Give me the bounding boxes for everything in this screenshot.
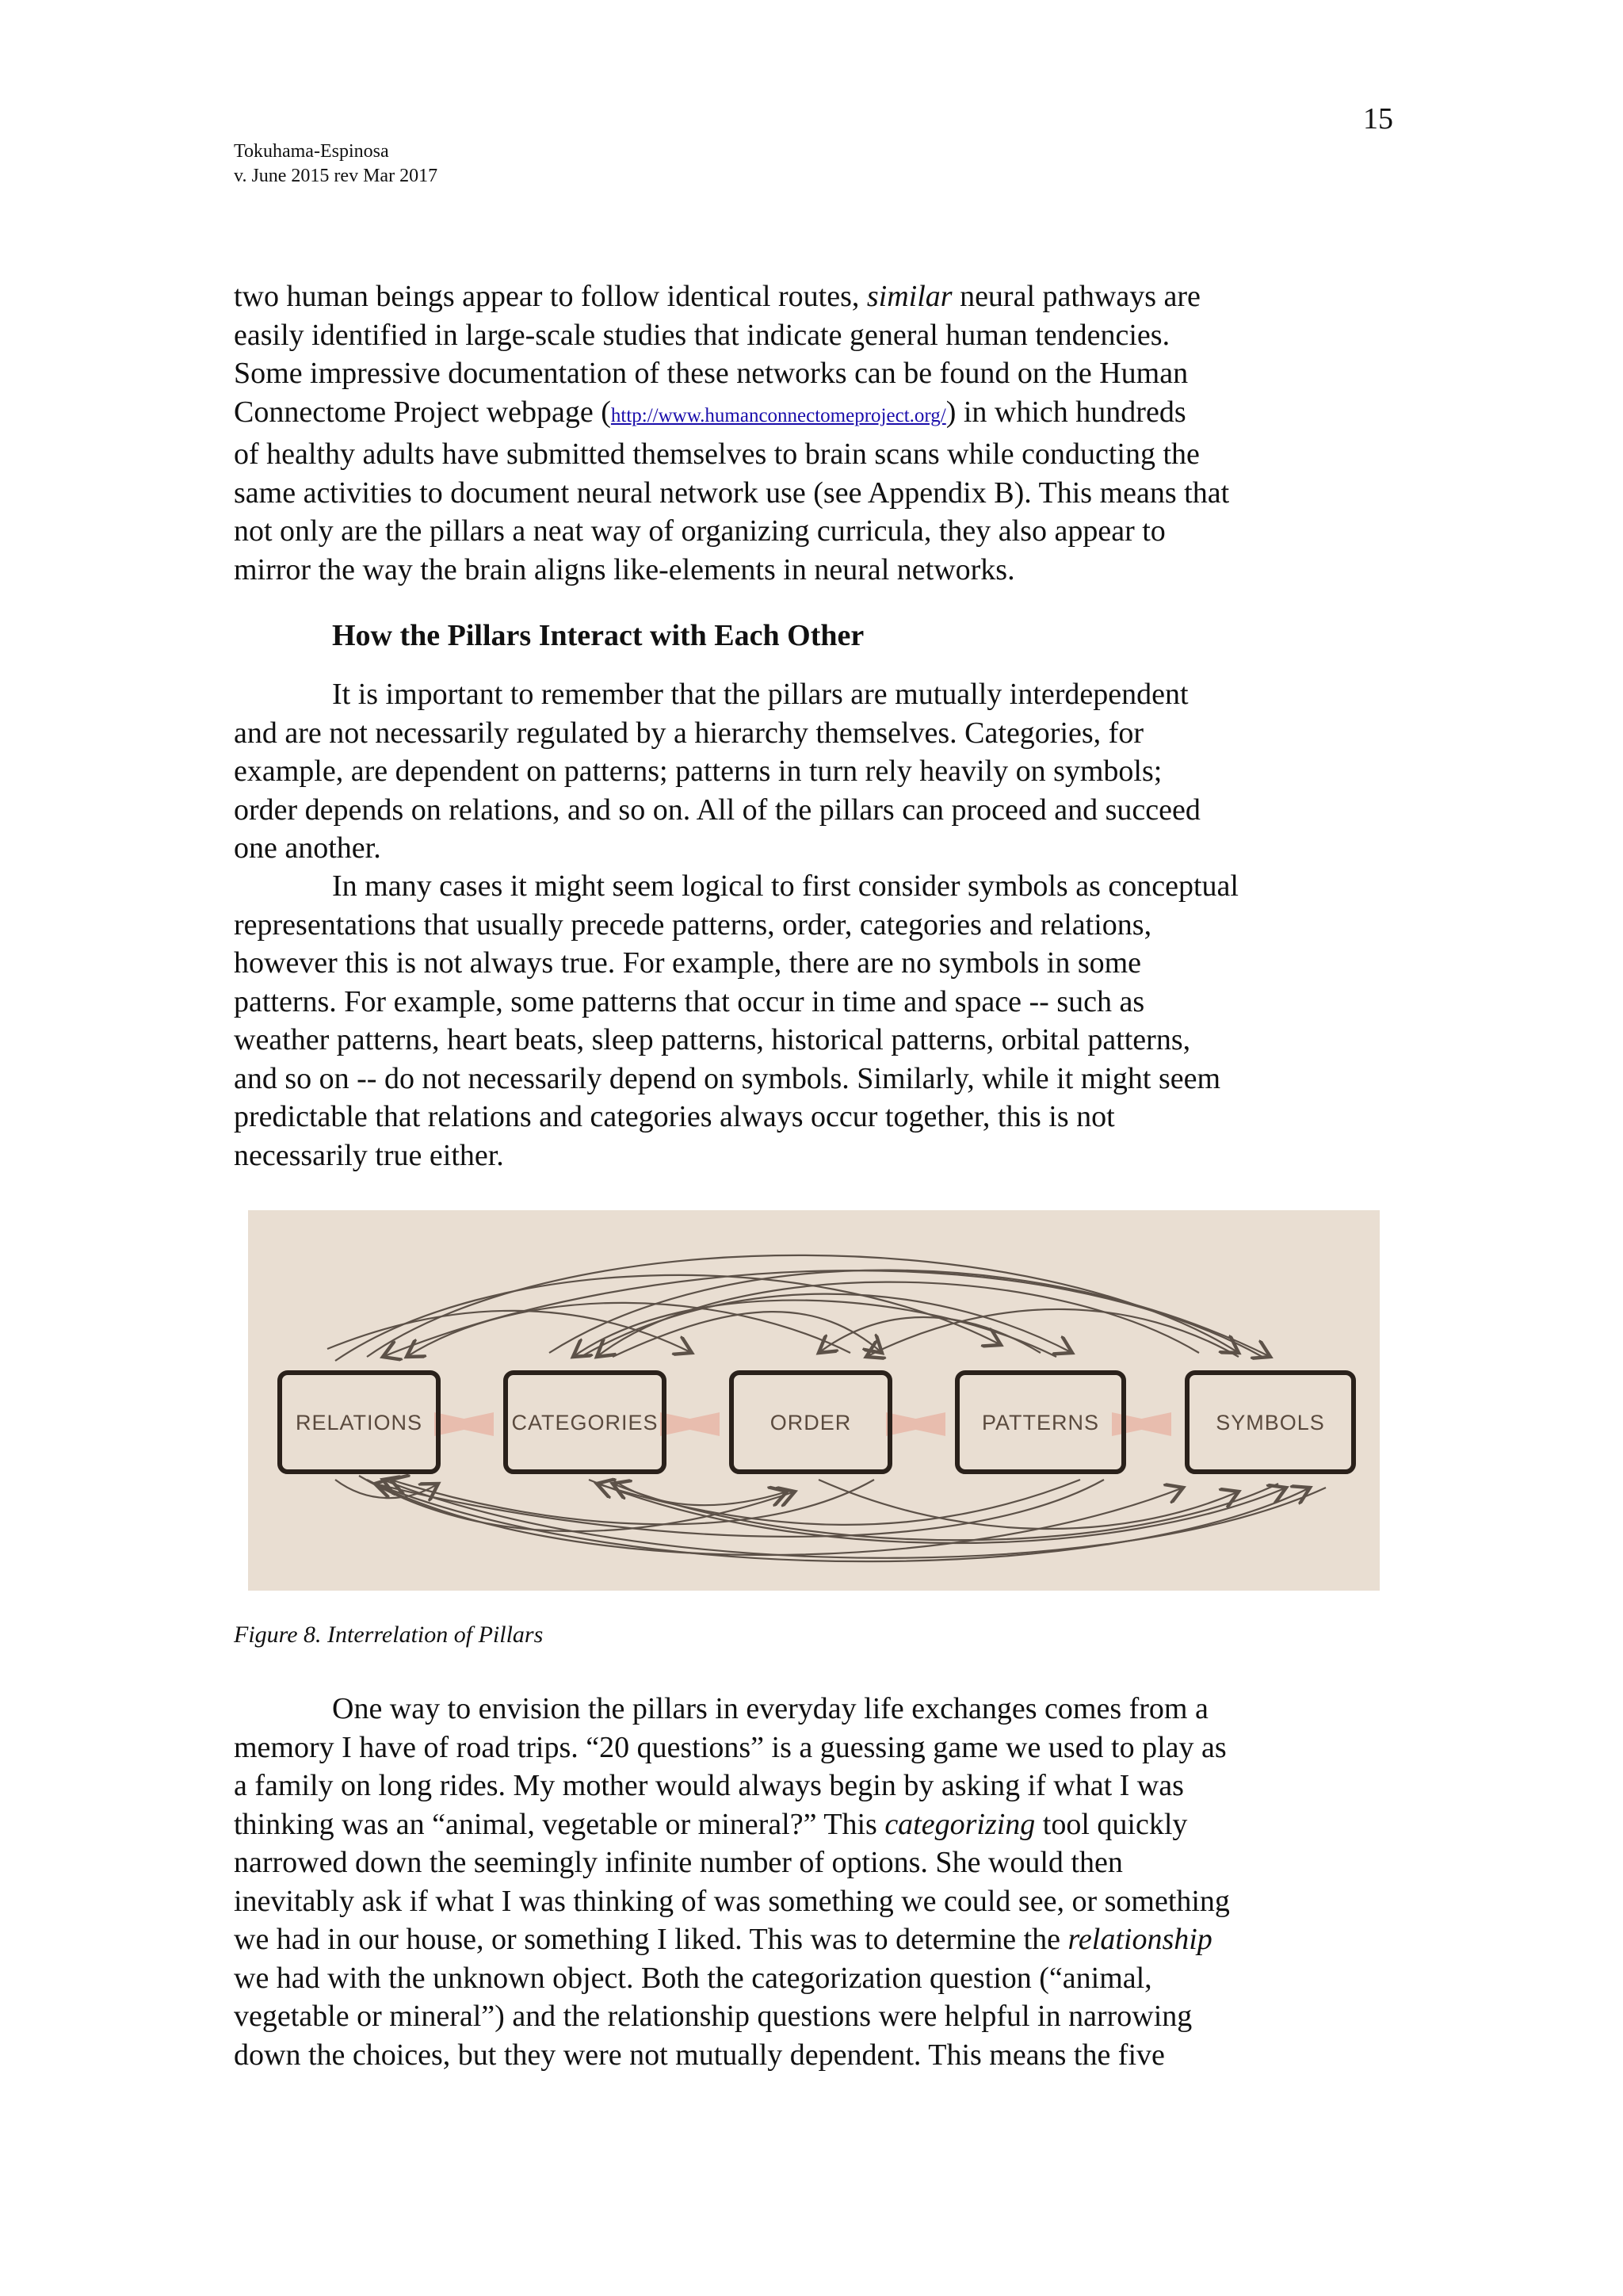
text-run: thinking was an “animal, vegetable or mineral?” This [234, 1807, 885, 1841]
paragraph-4 [234, 1690, 1399, 2074]
text-line: down the choices, but they were not mutually dependent. This means the five [234, 2038, 1165, 2072]
section-heading: How the Pillars Interact with Each Other [332, 619, 865, 652]
lower-arcs [335, 1476, 1326, 1561]
text-line: example, are dependent on patterns; patterns in turn rely heavily on symbols; [234, 755, 1163, 788]
text-line: and so on -- do not necessarily depend on symbols. Similarly, while it might seem [234, 1061, 1221, 1095]
text-run: ) in which hundreds [945, 395, 1186, 429]
text-run: Connectome Project webpage ( [234, 395, 611, 429]
text-run: neural pathways are [952, 280, 1201, 313]
text-line: necessarily true either. [234, 1138, 504, 1172]
box-label-patterns: PATTERNS [981, 1411, 1100, 1435]
text-line [234, 393, 1399, 436]
text-line: not only are the pillars a neat way of organizing curricula, they also appear to [234, 514, 1166, 548]
text-line: narrowed down the seemingly infinite number of options. She would then [234, 1846, 1123, 1879]
text-line: It is important to remember that the pillars are mutually interdependent [332, 678, 1189, 711]
paragraph-3 [234, 867, 1399, 1175]
paragraph-1 [234, 277, 1399, 589]
text-line: a family on long rides. My mother would always begin by asking if what I was [234, 1769, 1184, 1802]
text-line [234, 1920, 1399, 1959]
text-line [234, 277, 1399, 316]
text-line: One way to envision the pillars in everyday life exchanges comes from a [332, 1692, 1209, 1725]
text-line: weather patterns, heart beats, sleep patterns, historical patterns, orbital patterns, [234, 1023, 1191, 1056]
text-line: vegetable or mineral”) and the relationship questions were helpful in narrowing [234, 2000, 1193, 2033]
text-run: we had in our house, or something I liked. This was to determine the [234, 1923, 1068, 1956]
text-run: tool quickly [1035, 1807, 1188, 1841]
pillars-figure [248, 1210, 1380, 1591]
header-author: Tokuhama-Espinosa [234, 141, 389, 162]
box-label-order: ORDER [769, 1411, 852, 1435]
text-line: patterns. For example, some patterns that occur in time and space -- such as [234, 984, 1145, 1018]
text-line: inevitably ask if what I was thinking of was something we could see, or something [234, 1884, 1230, 1918]
box-label-relations: RELATIONS [295, 1411, 423, 1435]
emphasis: relationship [1067, 1923, 1212, 1956]
text-line: of healthy adults have submitted themselves to brain scans while conducting the [234, 437, 1200, 471]
text-line: In many cases it might seem logical to first consider symbols as conceptual [332, 869, 1239, 903]
text-line: representations that usually precede patterns, order, categories and relations, [234, 907, 1152, 942]
text-run: two human beings appear to follow identical routes, [234, 280, 867, 313]
text-line: order depends on relations, and so on. All of the pillars can proceed and succeed [234, 793, 1201, 827]
text-line: predictable that relations and categories always occur together, this is not [234, 1100, 1115, 1133]
text-line: and are not necessarily regulated by a hierarchy themselves. Categories, for [234, 716, 1144, 750]
box-label-symbols: SYMBOLS [1216, 1411, 1325, 1435]
figure-caption: Figure 8. Interrelation of Pillars [234, 1622, 544, 1648]
text-line: memory I have of road trips. “20 questions” is a guessing game we used to play as [234, 1730, 1227, 1764]
header-version: v. June 2015 rev Mar 2017 [234, 166, 438, 186]
text-line: same activities to document neural network use (see Appendix B). This means that [234, 476, 1230, 510]
text-line: mirror the way the brain aligns like-elements in neural networks. [234, 552, 1015, 586]
box-label-categories: CATEGORIES [511, 1411, 659, 1435]
text-line: however this is not always true. For example, there are no symbols in some [234, 946, 1142, 980]
text-line: one another. [234, 831, 381, 865]
pillars-diagram [248, 1210, 1380, 1591]
text-line: Some impressive documentation of these networks can be found on the Human [234, 357, 1189, 390]
text-line: we had with the unknown object. Both the categorization question (“animal, [234, 1961, 1152, 1995]
emphasis: similar [866, 280, 953, 313]
upper-arcs [327, 1255, 1270, 1361]
running-header [234, 139, 437, 189]
paragraph-2 [234, 675, 1399, 868]
page-number: 15 [1363, 102, 1393, 136]
connectome-link[interactable]: http://www.humanconnectomeproject.org/ [610, 404, 946, 426]
text-line [234, 1805, 1399, 1844]
text-line: easily identified in large-scale studies that indicate general human tendencies. [234, 318, 1170, 352]
emphasis: categorizing [884, 1807, 1036, 1841]
